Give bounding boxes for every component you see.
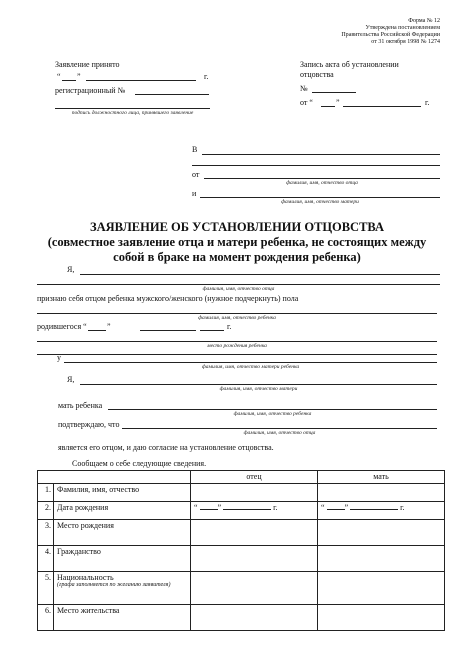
father-value-cell[interactable] (191, 546, 318, 572)
row-number: 5. (38, 572, 54, 605)
mother-of-child-field[interactable] (64, 362, 437, 363)
row-number: 4. (38, 546, 54, 572)
mother-value-cell[interactable] (318, 520, 445, 546)
date-year-label: г. (273, 503, 278, 512)
table-row (38, 572, 445, 605)
table-row (38, 484, 445, 502)
record-day-field[interactable] (321, 106, 335, 107)
accepted-label: Заявление принято (55, 60, 120, 69)
record-number-field[interactable] (312, 92, 356, 93)
row-label-with-note (54, 572, 191, 605)
child-name-field[interactable] (37, 313, 437, 314)
registration-number-field[interactable] (135, 94, 209, 95)
mother-of-child-label: мать ребенка (58, 401, 103, 410)
table-row (38, 546, 445, 572)
and-label: и (192, 189, 197, 198)
mother-fullname-caption: фамилия, имя, отчество матери (219, 386, 298, 392)
father-fullname-field[interactable] (80, 274, 440, 275)
from-label: от (192, 170, 200, 179)
accepted-day-field[interactable] (62, 80, 76, 81)
row-number: 2. (38, 502, 54, 520)
father-birth-month-field[interactable] (223, 509, 271, 510)
father-value-cell[interactable] (191, 484, 318, 502)
is-father-text: является его отцом, и даю согласие на установление отцовства. (58, 443, 274, 452)
mother-caption: фамилия, имя, отчество матери (281, 199, 359, 205)
father-value-cell[interactable] (191, 520, 318, 546)
official-signature-caption: подпись должностного лица, принявшего заявление (71, 110, 194, 116)
table-header-row (38, 471, 445, 484)
father-fullname-caption: фамилия, имя, отчество отца (202, 286, 275, 292)
date-close-quote: ” (217, 503, 222, 512)
birthplace-field-2[interactable] (37, 354, 437, 355)
row-number: 1. (38, 484, 54, 502)
confirm-father-field[interactable] (122, 428, 437, 429)
born-label: родившегося “ (37, 322, 87, 331)
document-subtitle-1: (совместное заявление отца и матери ребенка, не состоящих между (47, 235, 427, 249)
mother-value-cell[interactable] (318, 605, 445, 631)
official-signature-field[interactable] (55, 108, 210, 109)
record-date-close: ” (336, 98, 340, 107)
born-year-label: г. (227, 322, 232, 331)
row-label: Дата рождения (54, 502, 191, 520)
child-name-caption: фамилия, имя, отчество ребенка (198, 315, 276, 321)
report-text: Сообщаем о себе следующие сведения. (72, 459, 207, 468)
date-year-label: г. (400, 503, 405, 512)
row-label: Фамилия, имя, отчество (54, 484, 191, 502)
row-note: (графа заполняется по желанию заявителя) (57, 582, 171, 588)
approval-date: от 31 октября 1998 № 1274 (371, 39, 440, 45)
father-value-cell[interactable] (191, 605, 318, 631)
registry-office-field-2[interactable] (192, 165, 440, 166)
record-date-open: от “ (300, 98, 313, 107)
personal-info-table (37, 470, 445, 631)
child-fullname-caption: фамилия, имя, отчество ребенка (233, 411, 312, 417)
table-row (38, 502, 445, 520)
row-number: 6. (38, 605, 54, 631)
child-fullname-field[interactable] (108, 409, 437, 410)
government-line: Правительства Российской Федерации (341, 32, 440, 38)
row-label: Гражданство (54, 546, 191, 572)
row-number: 3. (38, 520, 54, 546)
father-birthdate-cell[interactable] (191, 502, 318, 520)
accepted-month-field[interactable] (86, 80, 196, 81)
row-label: Место рождения (54, 520, 191, 546)
mother-value-cell[interactable] (318, 484, 445, 502)
birthplace-field[interactable] (37, 341, 437, 342)
mother-value-cell[interactable] (318, 546, 445, 572)
father-name-field[interactable] (204, 178, 440, 179)
header-mother: мать (318, 471, 445, 484)
birth-year-field[interactable] (200, 330, 224, 331)
header-empty-cell (38, 471, 191, 484)
father-fullname-field-2[interactable] (37, 284, 440, 285)
header-father: отец (191, 471, 318, 484)
document-subtitle-2: собой в браке на момент рождения ребенка) (113, 250, 361, 264)
registry-office-field[interactable] (202, 154, 440, 155)
table-row (38, 520, 445, 546)
recognize-text: признаю себя отцом ребенка мужского/женского (нужное подчеркнуть) пола (37, 294, 299, 303)
accepted-year-label: г. (204, 72, 209, 81)
mother-birth-day-field[interactable] (327, 509, 345, 510)
row-label: Национальность (57, 573, 114, 582)
mother-of-child-caption: фамилия, имя, отчество матери ребенка (201, 364, 300, 370)
confirm-label: подтверждаю, что (58, 420, 120, 429)
document-title: ЗАЯВЛЕНИЕ ОБ УСТАНОВЛЕНИИ ОТЦОВСТВА (89, 220, 384, 234)
record-no-label: № (300, 84, 308, 93)
registration-label: регистрационный № (55, 86, 126, 95)
i-label-2: Я, (67, 375, 75, 384)
date-open-quote: “ (321, 503, 325, 512)
accepted-date-close: ” (77, 72, 81, 81)
form-number: Форма № 12 (408, 18, 440, 24)
mother-value-cell[interactable] (318, 572, 445, 605)
record-label-2: отцовства (300, 70, 334, 79)
mother-birth-month-field[interactable] (350, 509, 398, 510)
father-caption: фамилия, имя, отчество отца (286, 180, 358, 186)
row-label: Место жительства (54, 605, 191, 631)
u-label: у (57, 353, 61, 362)
mother-birthdate-cell[interactable] (318, 502, 445, 520)
i-label-1: Я, (67, 265, 75, 274)
father-value-cell[interactable] (191, 572, 318, 605)
record-label-1: Запись акта об установлении (300, 60, 399, 69)
approved-line: Утверждена постановлением (365, 25, 440, 31)
accepted-date-open: “ (57, 72, 61, 81)
date-close-quote: ” (344, 503, 349, 512)
father-birth-day-field[interactable] (200, 509, 218, 510)
birth-day-field[interactable] (88, 330, 106, 331)
record-year-label: г. (425, 98, 430, 107)
confirm-father-caption: фамилия, имя, отчество отца (243, 430, 316, 436)
mother-name-field[interactable] (200, 197, 440, 198)
table-row (38, 605, 445, 631)
record-month-field[interactable] (343, 106, 421, 107)
date-open-quote: “ (194, 503, 198, 512)
birthplace-caption: место рождения ребенка (207, 343, 267, 349)
birth-month-field[interactable] (140, 330, 196, 331)
mother-fullname-field[interactable] (80, 384, 437, 385)
born-date-close: ” (107, 322, 111, 331)
to-label: В (192, 145, 198, 154)
